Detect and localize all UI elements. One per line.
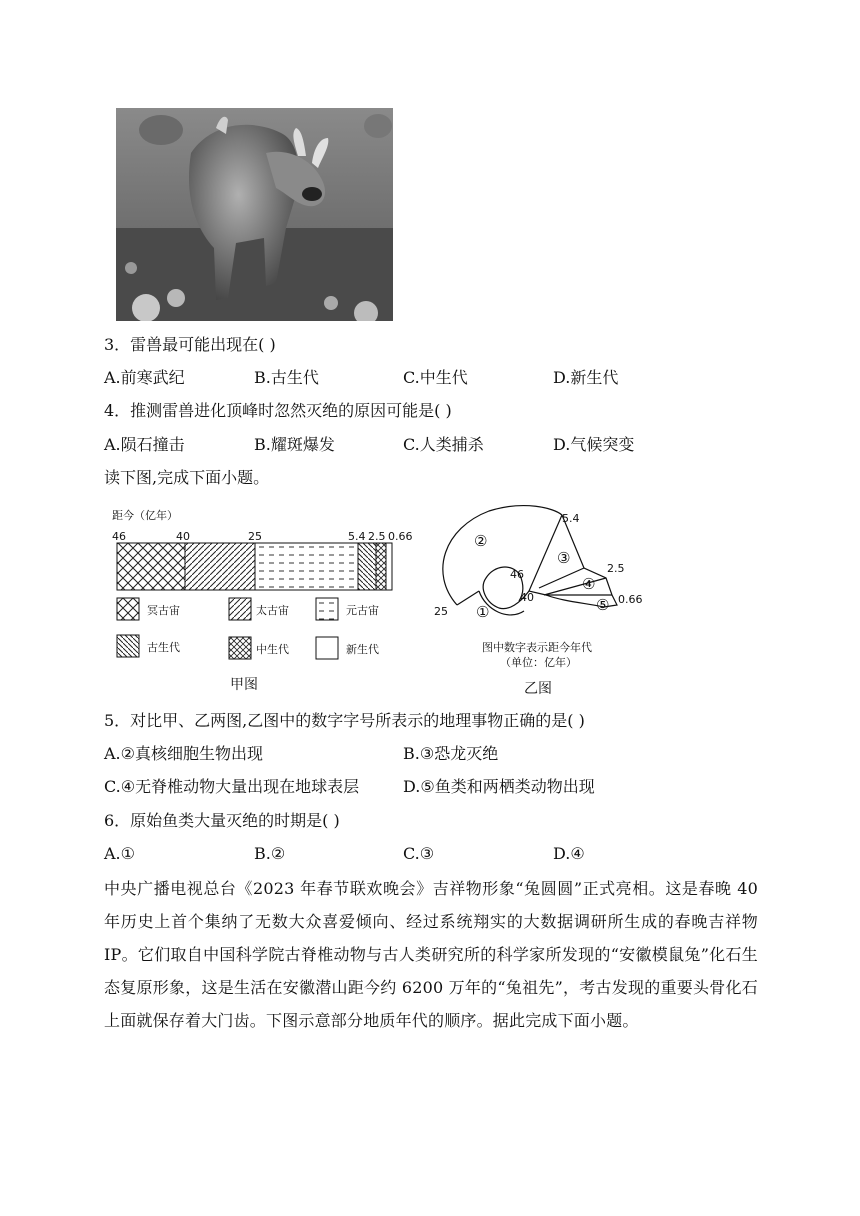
tick-5-4: 5.4 xyxy=(348,530,366,543)
region-label-3: ③ xyxy=(557,549,571,567)
q5-option-a[interactable]: A.②真核细胞生物出现 xyxy=(104,744,263,763)
number-5-4: 5.4 xyxy=(562,512,580,525)
bar-hadean xyxy=(117,543,185,590)
question-3-stem: 3．雷兽最可能出现在( ) xyxy=(104,335,276,354)
legend-swatch-proterozoic xyxy=(316,598,338,620)
legend-swatch-paleozoic xyxy=(117,635,139,657)
tick-2-5: 2.5 xyxy=(368,530,386,543)
brontothere-photo xyxy=(116,108,393,321)
figure-b-note-2: （单位：亿年） xyxy=(500,656,577,669)
passage-paragraph: 中央广播电视总台《2023 年春节联欢晚会》吉祥物形象“兔圆圆”正式亮相。这是春晚 40 年历史上首个集纳了无数大众喜爱倾向、经过系统翔实的大数据调研所生成的春晚吉祥物 IP。它们取自中国科学院古脊椎动物与古人类研究所的科学家所发现的“安徽模鼠兔”化石生态复原形象，这是生活在安徽潜山距今约 6200 万年的“兔祖先”，考古发现的重要头骨化石上面就保存着大门齿。下图示意部分地质年代的顺序。据此完成下面小题。 xyxy=(104,879,758,1030)
q6-option-d[interactable]: D.④ xyxy=(553,844,585,863)
region-label-4: ④ xyxy=(582,575,596,593)
q4-option-a[interactable]: A.陨石撞击 xyxy=(104,435,185,454)
number-2-5: 2.5 xyxy=(607,562,625,575)
question-6-stem: 6．原始鱼类大量灭绝的时期是( ) xyxy=(104,811,340,830)
number-0-66: 0.66 xyxy=(618,593,643,606)
q4-option-d[interactable]: D.气候突变 xyxy=(553,435,635,454)
legend-proterozoic: 元古宙 xyxy=(346,604,379,617)
number-46: 46 xyxy=(510,568,524,581)
q3-option-d[interactable]: D.新生代 xyxy=(553,368,619,387)
q5-option-d[interactable]: D.⑤鱼类和两栖类动物出现 xyxy=(403,777,595,796)
q5-option-c[interactable]: C.④无脊椎动物大量出现在地球表层 xyxy=(104,777,360,796)
q4-option-b[interactable]: B.耀斑爆发 xyxy=(254,435,335,454)
legend-hadean: 冥古宙 xyxy=(147,604,180,617)
q6-option-c[interactable]: C.③ xyxy=(403,844,435,863)
figure-a-caption: 甲图 xyxy=(230,677,258,693)
number-25: 25 xyxy=(434,605,448,618)
figure-a-axis-title: 距今（亿年） xyxy=(112,509,178,522)
tick-25: 25 xyxy=(248,530,262,543)
bar-proterozoic xyxy=(255,543,358,590)
tick-0-66: 0.66 xyxy=(388,530,413,543)
figure-intro: 读下图,完成下面小题。 xyxy=(104,468,270,487)
bar-cenozoic xyxy=(386,543,392,590)
bar-archean xyxy=(185,543,255,590)
region-label-1: ① xyxy=(476,603,490,621)
q3-option-c[interactable]: C.中生代 xyxy=(403,368,468,387)
number-40: 40 xyxy=(520,591,534,604)
q5-option-b[interactable]: B.③恐龙灭绝 xyxy=(403,744,499,763)
legend-swatch-mesozoic xyxy=(229,637,251,659)
legend-swatch-hadean xyxy=(117,598,139,620)
tick-46: 46 xyxy=(112,530,126,543)
q3-option-a[interactable]: A.前寒武纪 xyxy=(104,368,185,387)
figure-b xyxy=(424,503,654,698)
region-label-2: ② xyxy=(474,532,488,550)
q6-option-b[interactable]: B.② xyxy=(254,844,286,863)
figure-a xyxy=(108,503,418,698)
question-5-stem: 5．对比甲、乙两图,乙图中的数字字号所表示的地理事物正确的是( ) xyxy=(104,711,585,730)
question-4-stem: 4．推测雷兽进化顶峰时忽然灭绝的原因可能是( ) xyxy=(104,401,452,420)
legend-archean: 太古宙 xyxy=(256,604,289,617)
legend-swatch-cenozoic xyxy=(316,637,338,659)
figure-b-note-1: 图中数字表示距今年代 xyxy=(482,641,592,654)
figure-b-caption: 乙图 xyxy=(524,681,552,697)
legend-paleozoic: 古生代 xyxy=(147,641,180,654)
q4-option-c[interactable]: C.人类捕杀 xyxy=(403,435,484,454)
legend-swatch-archean xyxy=(229,598,251,620)
bar-mesozoic xyxy=(376,543,386,590)
legend-mesozoic: 中生代 xyxy=(256,643,289,656)
bar-paleozoic xyxy=(358,543,376,590)
tick-40: 40 xyxy=(176,530,190,543)
q3-option-b[interactable]: B.古生代 xyxy=(254,368,319,387)
region-label-5: ⑤ xyxy=(596,596,610,614)
q6-option-a[interactable]: A.① xyxy=(104,844,135,863)
legend-cenozoic: 新生代 xyxy=(346,643,379,656)
